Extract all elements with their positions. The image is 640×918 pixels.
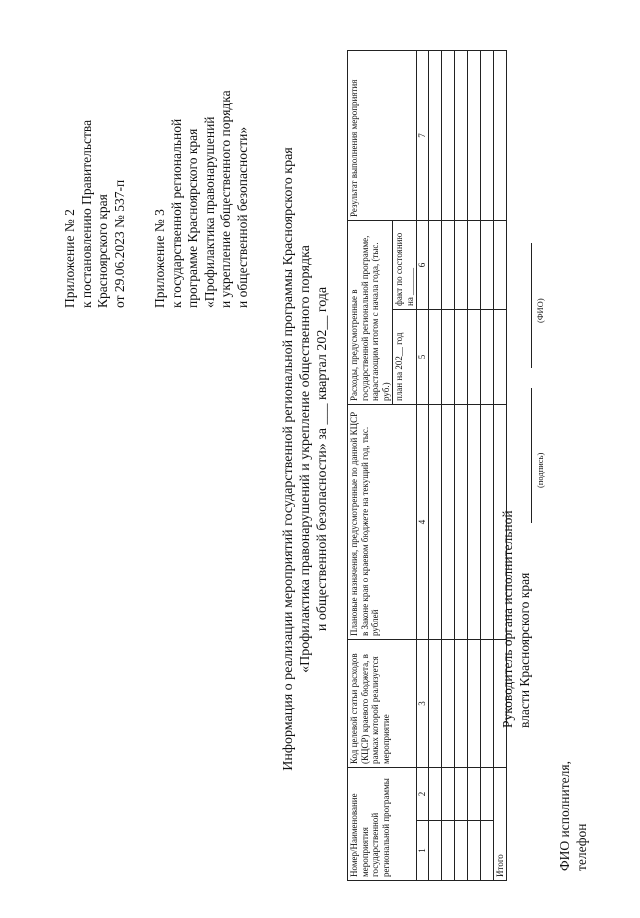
table-cell[interactable] [467,640,480,768]
annex-line: «Профилактика правонарушений [201,116,217,308]
table-cell[interactable] [480,405,493,640]
annex-line: Приложение № 3 [152,209,167,308]
annex-line: Красноярского края [95,194,110,308]
column-number: 1 [417,821,429,881]
table-row [467,50,480,880]
table-cell[interactable] [428,768,441,821]
table-cell[interactable] [467,310,480,405]
table-cell[interactable] [480,821,493,881]
signature-line-text: власти Красноярского края [516,572,532,728]
table-cell[interactable] [428,50,441,220]
column-number-row [417,50,429,880]
table-cell[interactable] [454,640,467,768]
title-line: и общественной безопасности» за ___ квартал 202__ года [315,286,330,632]
name-underline[interactable] [531,243,532,368]
table-cell[interactable] [467,821,480,881]
annex-header-decree [62,8,128,308]
total-label: Итого [493,768,507,881]
signature-line-text: Руководитель органа исполнительной [500,510,515,728]
signature-caption: (подпись) [535,452,545,488]
header-planned: Плановые назначения, предусмотренные по данной КЦСР в Законе края о краевом бюджете на текущий год, тыс. рублей [348,405,417,640]
table-cell[interactable] [428,220,441,309]
table-cell[interactable] [467,50,480,220]
column-number: 7 [417,50,429,220]
executor-line: ФИО исполнителя, [557,761,572,871]
annex-line: и укрепление общественного порядка [218,90,233,308]
table-cell[interactable] [480,50,493,220]
table-cell[interactable] [441,821,454,881]
column-number: 3 [417,640,429,768]
column-number: 2 [417,768,429,821]
header-name: Номер/Наименование мероприятия государственной региональной программы [348,768,417,881]
annex-line: к постановлению Правительства [78,119,94,308]
annex-line: Приложение № 2 [62,209,77,308]
table-total-row [493,50,507,880]
table-cell[interactable] [428,821,441,881]
column-number: 4 [417,405,429,640]
header-expenses: Расходы, предусмотренные в государственной региональной программе, нарастающим итогом с начала года, (тыс. руб.) [348,220,393,404]
executor-line: телефон [573,823,589,871]
table-cell[interactable] [467,405,480,640]
annex-line: и общественной безопасности» [234,126,250,308]
table-cell[interactable] [493,220,507,309]
header-kcsr: Код целевой статьи расходов (КЦСР) краевого бюджета, в рамках которой реализуется мероприятие [348,640,417,768]
table-cell[interactable] [454,405,467,640]
annex-line: от 29.06.2023 № 537-п [111,179,127,308]
annex-line: программе Красноярского края [185,128,200,308]
executor-block [557,761,590,871]
table-row [480,50,493,880]
signature-head-title [500,510,533,728]
annex-line: к государственной региональной [168,118,184,308]
table-row [454,50,467,880]
table-cell[interactable] [454,768,467,821]
table-cell[interactable] [441,768,454,821]
annex-header-program [152,8,251,308]
table-cell[interactable] [441,50,454,220]
table-cell[interactable] [428,640,441,768]
table-cell[interactable] [480,310,493,405]
title-line: «Профилактика правонарушений и укрепление общественного порядка [298,245,313,673]
table-cell[interactable] [493,310,507,405]
report-table [347,50,507,881]
table-cell[interactable] [454,821,467,881]
table-cell[interactable] [428,405,441,640]
header-result: Результат выполнения мероприятия [348,50,417,220]
signature-underline[interactable] [531,388,532,523]
table-cell[interactable] [480,768,493,821]
header-plan-year: план на 202__ год [393,310,417,405]
table-cell[interactable] [480,640,493,768]
table-cell[interactable] [441,405,454,640]
table-cell[interactable] [441,220,454,309]
table-header-row [348,50,393,880]
table-cell[interactable] [441,640,454,768]
table-cell[interactable] [467,768,480,821]
header-fact-date: факт по состоянию на ______ [393,220,417,309]
title-line: Информация о реализации мероприятий государственной региональной программы Красноярского края [281,147,296,771]
table-cell[interactable] [441,310,454,405]
table-cell[interactable] [454,220,467,309]
table-cell[interactable] [428,310,441,405]
table-row [428,50,441,880]
table-cell[interactable] [467,220,480,309]
table-cell[interactable] [454,310,467,405]
report-title [280,40,331,878]
table-cell[interactable] [480,220,493,309]
table-cell[interactable] [493,50,507,220]
table-cell[interactable] [454,50,467,220]
name-caption: (ФИО) [535,298,545,323]
column-number: 5 [417,310,429,405]
column-number: 6 [417,220,429,309]
table-row [441,50,454,880]
